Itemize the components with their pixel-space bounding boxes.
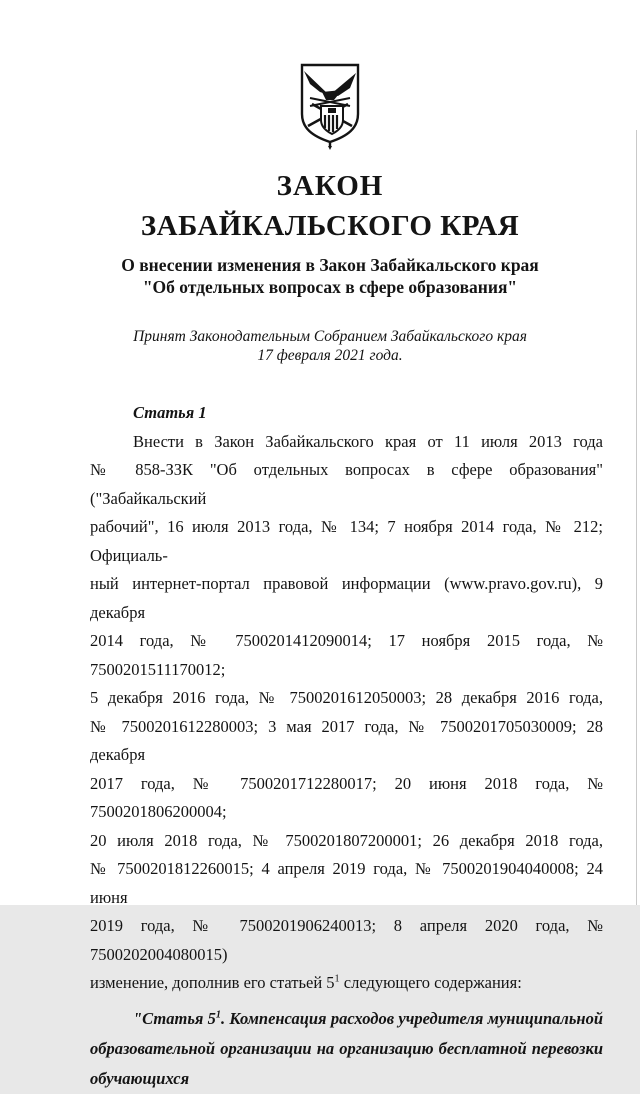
text-line: Внести в Закон Забайкальского края от 11 июля 2013 года xyxy=(133,431,603,451)
document-body xyxy=(90,399,603,1094)
article-1-paragraph xyxy=(90,428,603,998)
text-line: № 858-ЗЗК "Об отдельных вопросах в сфере образования" ("Забайкальский xyxy=(90,460,603,508)
law-subtitle-line1: О внесении изменения в Закон Забайкальского края xyxy=(121,254,539,275)
text-line: 2014 года, № 7500201412090014; 17 ноября 2015 года, № 7500201511170012; xyxy=(90,631,603,679)
law-subtitle xyxy=(70,255,590,299)
article-5-1-quoted-title xyxy=(90,1004,603,1094)
text-line: ный интернет-портал правовой информации (www.pravo.gov.ru), 9 декабря xyxy=(90,574,603,622)
document-header xyxy=(70,0,590,365)
text-line: изменение, дополнив его статьей $5^1$ следующего содержания: xyxy=(90,973,522,993)
text-line: "Статья $5^1$. Компенсация расходов учредителя муниципальной xyxy=(133,1008,604,1028)
text-line: образовательной организации на организацию бесплатной перевозки xyxy=(90,1038,603,1058)
law-subtitle-line2: "Об отдельных вопросах в сфере образования" xyxy=(142,276,518,297)
law-title-region: ЗАБАЙКАЛЬСКОГО КРАЯ xyxy=(140,209,520,242)
text-line: рабочий", 16 июля 2013 года, № 134; 7 ноября 2014 года, № 212; Официаль- xyxy=(90,517,603,565)
adoption-note-line2: 17 февраля 2021 года. xyxy=(257,346,403,364)
text-line: № 7500201612280003; 3 мая 2017 года, № 7500201705030009; 28 декабря xyxy=(90,716,603,765)
adoption-note-line1: Принят Законодательным Собранием Забайкальского края xyxy=(133,327,527,345)
emblem-container xyxy=(70,0,590,151)
scan-edge-line xyxy=(636,130,637,905)
text-line: 2019 года, № 7500201906240013; 8 апреля 2020 года, № 7500202004080015) xyxy=(90,916,603,964)
law-title-word: ЗАКОН xyxy=(276,170,384,202)
text-line: 5 декабря 2016 года, № 7500201612050003; 28 декабря 2016 года, xyxy=(90,688,603,708)
article-1-heading: Статья 1 xyxy=(133,403,207,423)
text-line: обучающихся xyxy=(90,1068,190,1088)
coat-of-arms-zabaykalsky-krai-icon xyxy=(298,62,362,146)
text-line: 2017 года, № 7500201712280017; 20 июня 2018 года, № 7500201806200004; xyxy=(90,773,603,822)
text-line: 20 июля 2018 года, № 7500201807200001; 26 декабря 2018 года, xyxy=(90,830,603,850)
adoption-note xyxy=(70,327,590,366)
text-line: № 7500201812260015; 4 апреля 2019 года, № 7500201904040008; 24 июня xyxy=(90,859,603,907)
